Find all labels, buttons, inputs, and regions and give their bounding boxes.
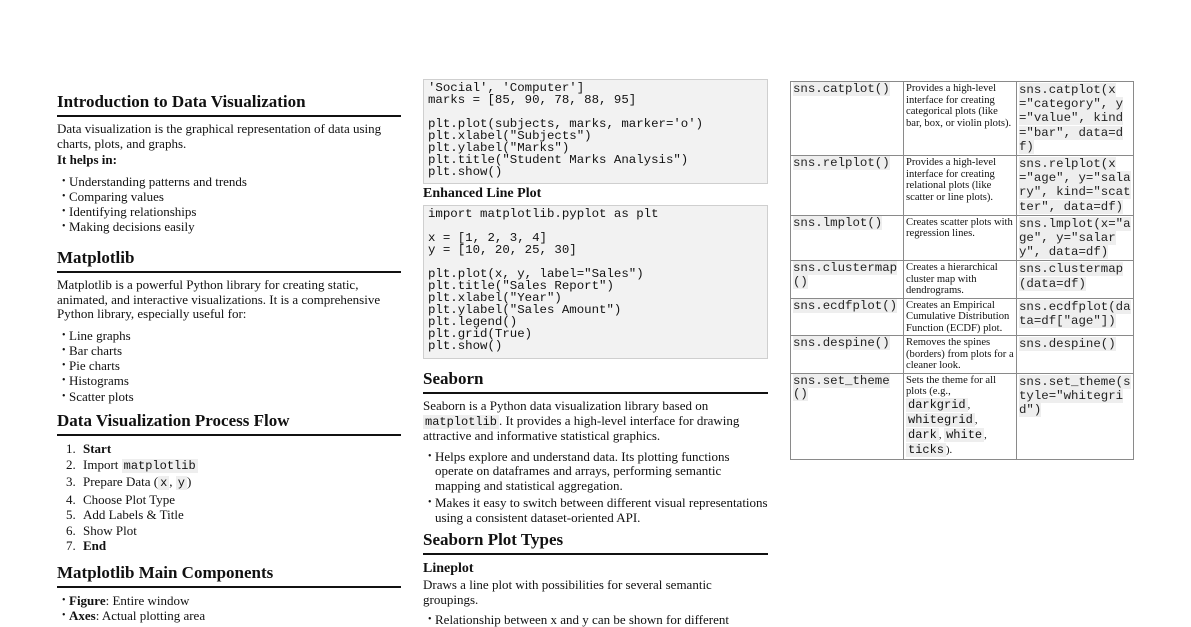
paragraph-text: . It provides a high-level interface for drawing attractive and informative statistical graphics. xyxy=(423,412,740,443)
matplotlib-paragraph: Matplotlib is a powerful Python library for creating static, animated, and interactive visualizations. It is a comprehensive Python library, especially useful for: xyxy=(57,277,381,321)
example-code: sns.clustermap(data=df) xyxy=(1019,262,1124,291)
section-plot-types xyxy=(423,530,768,627)
inline-code: darkgrid xyxy=(908,397,966,412)
code-block-enhanced: import matplotlib.pyplot as plt x = [1, 2, 3, 4] y = [10, 20, 25, 30] plt.plot(x, y, label="Sales") plt.title("Sales Report") plt.xlabel("Year") plt.ylabel("Sales Amount") plt.legend() plt.grid(True) plt.show() xyxy=(423,205,768,359)
example-code: sns.ecdfplot(data=df["age"]) xyxy=(1019,299,1131,329)
inline-code: dark xyxy=(908,427,937,442)
step-number: 6. xyxy=(66,522,76,538)
section-components xyxy=(57,563,401,624)
step-text: End xyxy=(83,538,107,553)
function-name: sns.catplot() xyxy=(793,82,890,96)
function-cell xyxy=(791,298,904,336)
list-item: • Making decisions easily xyxy=(57,219,401,234)
description-cell: Provides a high-level interface for creating relational plots (like scatter or line plots). xyxy=(904,156,1017,216)
function-name: sns.relplot() xyxy=(793,156,890,171)
function-name: sns.ecdfplot() xyxy=(793,298,898,313)
description-cell: Creates an Empirical Cumulative Distribution Function (ECDF) plot. xyxy=(904,298,1017,336)
step-text: , xyxy=(169,474,176,489)
function-cell xyxy=(791,82,904,156)
step-item xyxy=(57,457,401,475)
matplotlib-list xyxy=(57,328,401,404)
inline-code: matplotlib xyxy=(425,414,498,429)
lineplot-paragraph: Draws a line plot with possibilities for several semantic groupings. xyxy=(423,577,712,607)
example-cell xyxy=(1017,215,1134,261)
function-cell xyxy=(791,156,904,216)
step-text: Import xyxy=(83,456,122,472)
function-cell xyxy=(791,215,904,261)
function-name: sns.despine() xyxy=(793,336,890,351)
table-row xyxy=(791,215,1134,261)
step-number: 1. xyxy=(66,441,76,456)
section-seaborn xyxy=(423,369,768,525)
components-list xyxy=(57,593,401,624)
list-item: • Understanding patterns and trends xyxy=(57,174,401,189)
example-code: sns.catplot(x="category", y="value", kind="bar", data=df) xyxy=(1019,83,1124,154)
step-item xyxy=(57,492,401,508)
step-code: y xyxy=(177,476,185,490)
description-cell: Sets the theme for all plots (e.g., darkgrid , whitegrid , dark , white , ticks ). xyxy=(904,373,1017,459)
seaborn-heading: Seaborn xyxy=(423,369,768,394)
table-row xyxy=(791,373,1134,459)
function-name: sns.lmplot() xyxy=(793,215,883,230)
example-cell xyxy=(1017,156,1134,216)
process-heading: Data Visualization Process Flow xyxy=(57,411,401,436)
step-text: Choose Plot Type xyxy=(83,491,176,507)
paragraph-text: Seaborn is a Python data visualization library based on xyxy=(423,398,709,413)
description-cell: Creates scatter plots with regression lines. xyxy=(904,215,1017,261)
description-cell: Provides a high-level interface for creating categorical plots (like bar, box, or violin plots). xyxy=(904,82,1017,156)
function-cell xyxy=(791,261,904,299)
step-item xyxy=(57,538,401,554)
step-item xyxy=(57,507,401,523)
intro-list xyxy=(57,174,401,235)
step-item xyxy=(57,523,401,539)
step-text: ) xyxy=(186,474,192,489)
function-name: sns.clustermap() xyxy=(793,261,898,289)
step-code: matplotlib xyxy=(123,458,196,473)
step-code: x xyxy=(160,476,168,490)
intro-paragraph: Data visualization is the graphical representation of data using charts, plots, and graphs. xyxy=(57,121,382,151)
list-item: • Helps explore and understand data. Its plotting functions operate on dataframes and arrays, performing semantic mapping and statistical aggregation. xyxy=(423,450,768,494)
term-desc: : Entire window xyxy=(105,593,190,608)
list-item: • Line graphs xyxy=(57,328,401,343)
step-number: 7. xyxy=(66,538,76,553)
step-number: 4. xyxy=(66,491,76,507)
description-text: Sets the theme for all plots (e.g., xyxy=(906,374,997,398)
step-item xyxy=(57,474,401,492)
description-text: ). xyxy=(946,444,953,456)
intro-heading: Introduction to Data Visualization xyxy=(57,92,401,117)
inline-code: whitegrid xyxy=(908,412,973,427)
code-block-marks: 'Social', 'Computer'] marks = [85, 90, 78, 88, 95] plt.plot(subjects, marks, marker='o') plt.xlabel("Subjects") plt.ylabel("Marks") plt.title("Student Marks Analysis") plt.show() xyxy=(423,79,768,184)
section-process-flow xyxy=(57,411,401,554)
step-text: Prepare Data ( xyxy=(83,474,159,489)
process-steps xyxy=(57,441,401,554)
table-row xyxy=(791,298,1134,336)
function-name: sns.set_theme() xyxy=(793,373,890,402)
list-item: • Identifying relationships xyxy=(57,204,401,219)
matplotlib-heading: Matplotlib xyxy=(57,248,401,273)
list-item: • Pie charts xyxy=(57,358,401,373)
description-cell: Removes the spines (borders) from plots for a cleaner look. xyxy=(904,336,1017,374)
term: Axes xyxy=(69,608,96,624)
example-code: sns.despine() xyxy=(1019,337,1116,352)
example-cell xyxy=(1017,82,1134,156)
list-item: • Relationship between x and y can be shown for different xyxy=(423,612,768,627)
example-code: sns.set_theme(style="whitegrid") xyxy=(1019,374,1131,418)
step-number: 5. xyxy=(66,507,76,522)
step-text: Show Plot xyxy=(83,522,137,538)
list-item: • Makes it easy to switch between different visual representations using a consistent dataset-oriented API. xyxy=(423,496,768,525)
seaborn-functions-table xyxy=(790,81,1134,460)
example-code: sns.relplot(x="age", y="salary", kind="scatter", data=df) xyxy=(1019,157,1131,214)
list-item: • Comparing values xyxy=(57,189,401,204)
inline-code: ticks xyxy=(908,442,945,457)
list-item xyxy=(57,593,401,608)
term-desc: : Actual plotting area xyxy=(95,608,206,624)
table-row xyxy=(791,336,1134,374)
lineplot-subheading: Lineplot xyxy=(423,561,474,576)
section-matplotlib xyxy=(57,248,401,404)
step-item xyxy=(57,441,401,457)
list-item xyxy=(57,608,401,623)
example-code: sns.lmplot(x="age", y="salary", data=df) xyxy=(1019,216,1131,260)
list-item: • Histograms xyxy=(57,373,401,388)
step-number: 3. xyxy=(66,474,76,489)
helps-label: It helps in: xyxy=(57,152,117,167)
list-item: • Scatter plots xyxy=(57,389,401,404)
term: Figure xyxy=(69,593,106,608)
lineplot-list xyxy=(423,612,768,627)
section-intro xyxy=(57,92,401,235)
seaborn-list xyxy=(423,450,768,526)
example-cell xyxy=(1017,373,1134,459)
table-row xyxy=(791,156,1134,216)
example-cell xyxy=(1017,298,1134,336)
step-number: 2. xyxy=(66,456,76,472)
example-cell xyxy=(1017,261,1134,299)
table-row xyxy=(791,82,1134,156)
enhanced-heading: Enhanced Line Plot xyxy=(423,186,542,201)
function-cell xyxy=(791,336,904,374)
inline-code: white xyxy=(946,427,983,442)
function-cell xyxy=(791,373,904,459)
plot-types-heading: Seaborn Plot Types xyxy=(423,530,768,555)
description-cell: Creates a hierarchical cluster map with dendrograms. xyxy=(904,261,1017,299)
step-text: Start xyxy=(83,441,112,456)
step-text: Add Labels & Title xyxy=(83,507,184,522)
components-heading: Matplotlib Main Components xyxy=(57,563,401,588)
seaborn-paragraph xyxy=(423,399,768,444)
list-item: • Bar charts xyxy=(57,343,401,358)
table-row xyxy=(791,261,1134,299)
example-cell xyxy=(1017,336,1134,374)
